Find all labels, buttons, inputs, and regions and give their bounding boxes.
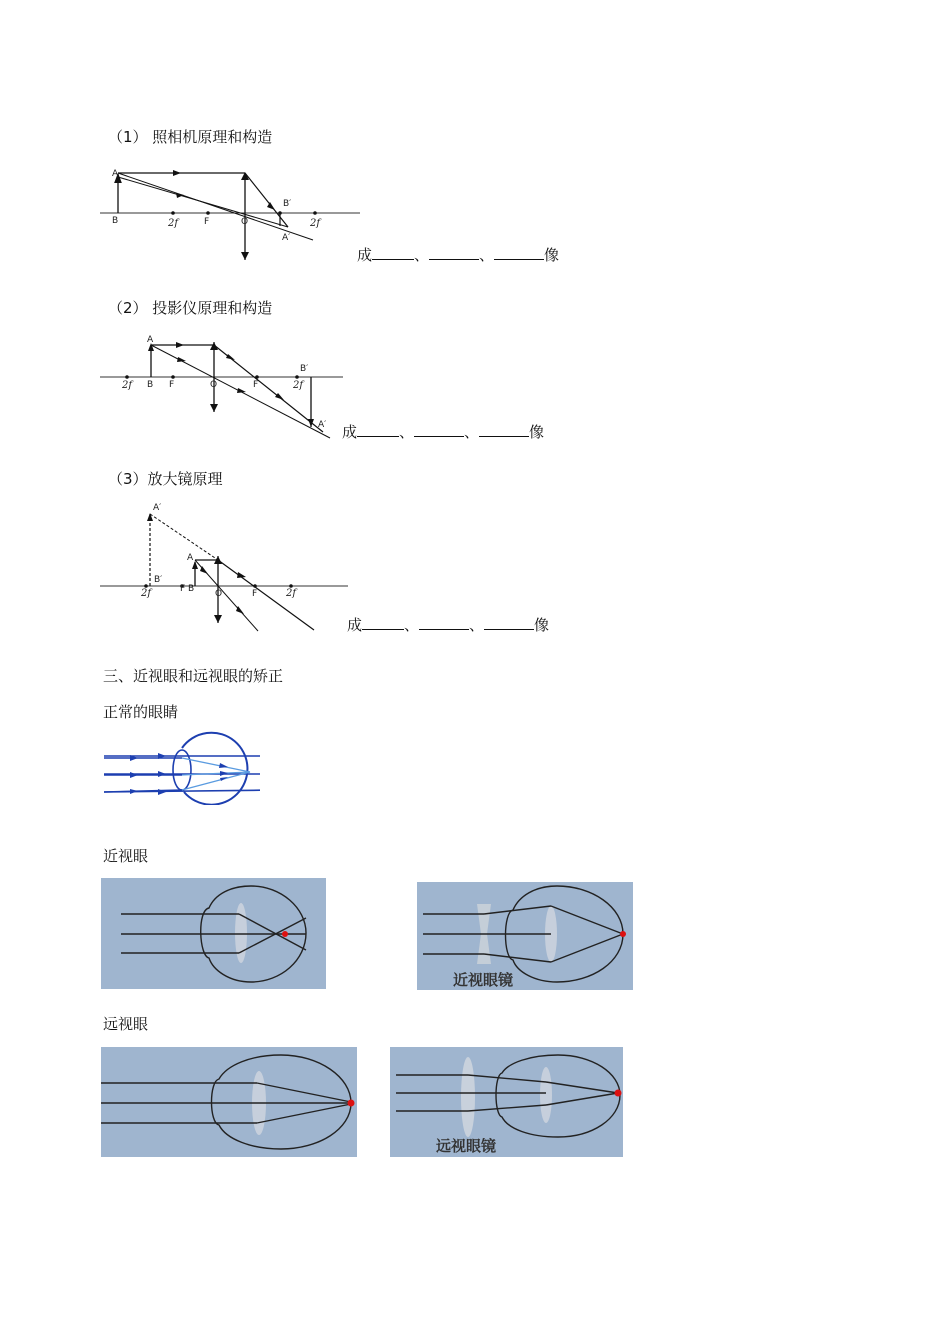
- label-2f: 2f: [168, 218, 179, 229]
- myopia-eye-image: [101, 878, 326, 989]
- answer-blank[interactable]: [429, 245, 479, 260]
- answer-blank[interactable]: [362, 615, 404, 630]
- answer-suffix: 像: [529, 423, 545, 441]
- label-fb: F B: [180, 584, 195, 594]
- myopia-corrected-image: [417, 882, 633, 990]
- myopia-label: 近视眼: [103, 847, 149, 865]
- label-o: O: [210, 380, 218, 390]
- answer-sep: 、: [464, 423, 480, 441]
- answer-sep: 、: [414, 246, 430, 264]
- camera-answer: [357, 245, 559, 264]
- label-b-prime: B′: [154, 575, 163, 585]
- answer-blank[interactable]: [479, 422, 529, 437]
- projector-answer: [342, 422, 544, 441]
- normal-eye-label: 正常的眼睛: [103, 703, 179, 721]
- label-2f: 2f: [122, 380, 133, 391]
- answer-sep: 、: [469, 616, 485, 634]
- label-a: A: [112, 169, 119, 179]
- answer-blank[interactable]: [357, 422, 399, 437]
- hyperopia-label: 远视眼: [103, 1015, 149, 1033]
- label-f: F: [252, 589, 258, 599]
- magnifier-answer: [347, 615, 549, 634]
- camera-ray-diagram: [98, 160, 363, 265]
- label-2f: 2f: [286, 588, 297, 599]
- label-f: F: [204, 217, 210, 227]
- answer-sep: 、: [399, 423, 415, 441]
- label-b: B: [147, 380, 154, 390]
- label-a: A: [187, 553, 194, 563]
- label-2f: 2f: [141, 588, 152, 599]
- section-heading: 三、近视眼和远视眼的矫正: [103, 667, 284, 685]
- label-a-prime: A′: [318, 420, 327, 430]
- normal-eye-drawing: [100, 730, 260, 805]
- label-2f: 2f: [310, 218, 321, 229]
- answer-sep: 、: [479, 246, 495, 264]
- magnifier-title: （3）放大镜原理: [108, 470, 223, 488]
- label-o: O: [215, 589, 223, 599]
- hyperopia-eye-image: [101, 1047, 357, 1157]
- label-a-prime: A′: [282, 233, 291, 243]
- label-a: A: [147, 335, 154, 345]
- answer-blank[interactable]: [494, 245, 544, 260]
- answer-blank[interactable]: [419, 615, 469, 630]
- projector-title: （2） 投影仪原理和构造: [108, 299, 273, 317]
- myopia-glasses-caption: 近视眼镜: [453, 971, 514, 989]
- answer-prefix: 成: [347, 616, 363, 634]
- label-f: F: [169, 380, 175, 390]
- magnifier-ray-diagram: [98, 498, 353, 633]
- label-o: O: [241, 217, 249, 227]
- camera-title: （1） 照相机原理和构造: [108, 128, 273, 146]
- answer-prefix: 成: [357, 246, 373, 264]
- label-a-prime: A′: [153, 503, 162, 513]
- label-2f: 2f: [293, 380, 304, 391]
- answer-suffix: 像: [534, 616, 550, 634]
- projector-ray-diagram: [98, 330, 353, 445]
- answer-suffix: 像: [544, 246, 560, 264]
- answer-blank[interactable]: [484, 615, 534, 630]
- hyperopia-glasses-caption: 远视眼镜: [436, 1137, 497, 1155]
- label-f: F: [253, 380, 259, 390]
- label-b-prime: B′: [300, 364, 309, 374]
- label-b: B: [112, 216, 119, 226]
- answer-sep: 、: [404, 616, 420, 634]
- hyperopia-corrected-image: [390, 1047, 623, 1157]
- answer-prefix: 成: [342, 423, 358, 441]
- answer-blank[interactable]: [414, 422, 464, 437]
- label-b-prime: B′: [283, 199, 292, 209]
- answer-blank[interactable]: [372, 245, 414, 260]
